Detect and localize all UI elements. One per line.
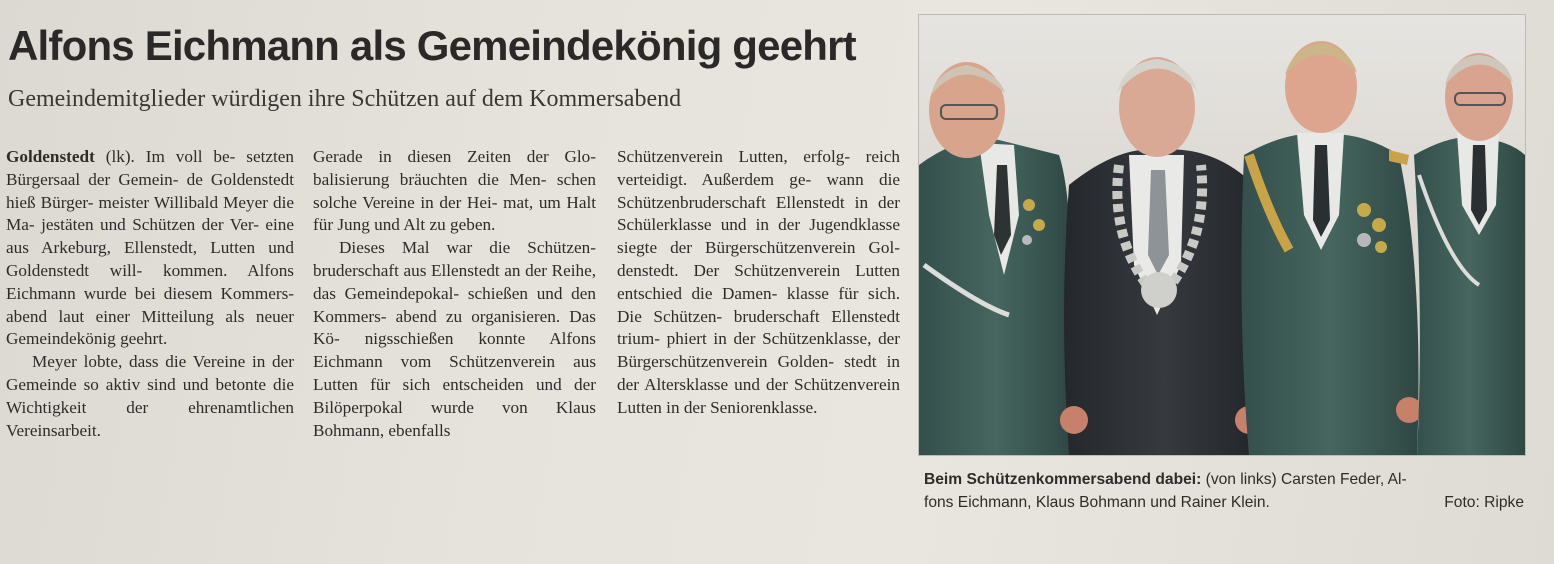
text-line: Bürgerschützenverein Golden- [617,352,834,372]
text-line: Schützenverein Lutten, erfolg- [617,147,851,166]
text-line: ehrenamtlichen Vereinsarbeit. [6,397,294,440]
text-line: Dieses Mal war die Schützen- [339,238,596,258]
group-photo [918,14,1526,456]
article-column-1 [6,146,294,442]
text-line: Eichmann vom Schützenverein [313,352,556,372]
text-line: setzten Bürgersaal der Gemein- [6,147,295,189]
text-line: der Bürgerschützenverein Gol- [670,238,900,258]
paragraph [6,146,294,351]
text-line: Lutten entschied die Damen- [617,260,900,303]
text-line: bruderschaft aus Ellenstedt an [313,260,521,280]
text-line: mat, um Halt für Jung und Alt [313,192,597,235]
text-line: Seniorenklasse. [710,397,818,417]
article-subheadline: Gemeindemitglieder würdigen ihre Schützen auf dem Kommersabend [8,86,682,112]
paragraph [617,146,900,420]
text-line: de Goldenstedt hieß Bürger- [6,169,294,212]
text-line: abend laut einer Mitteilung als [6,306,245,326]
paragraph [313,237,596,442]
text-line: jestäten und Schützen der Ver- [41,215,259,235]
text-line: wurde bei diesem Kommers- [83,283,294,303]
paragraph [6,351,294,442]
article-headline: Alfons Eichmann als Gemeindekönig geehrt [8,22,856,69]
text-line: schen solche Vereine in der Hei- [313,169,596,212]
dateline: Goldenstedt [6,147,95,166]
text-line: der Reihe, das Gemeindepokal- [313,260,596,303]
text-line: (lk). Im voll be- [94,147,236,166]
text-line: phiert in der Schützenklasse, der [666,329,901,349]
text-line: wann die Schützenbruderschaft [617,169,900,212]
text-line: Schützenverein Lutten in der [617,374,900,417]
text-line: schießen und den Kommers- [313,283,596,326]
paragraph [313,146,596,237]
text-line: Lutten und Goldenstedt will- [6,238,294,280]
text-line: denstedt. Der Schützenverein [617,260,841,280]
text-line: und in der Jugendklasse siegte [617,215,900,258]
text-line: stedt in der Altersklasse und der [617,352,901,394]
caption-line-2: fons Eichmann, Klaus Bohmann und Rainer Klein. [924,494,1270,511]
caption-lead: Beim Schützenkommersabend dabei: [924,471,1202,488]
caption-text: (von links) Carsten Feder, Al- [1201,471,1407,488]
photo-caption [924,468,1524,514]
text-line: abend zu organisieren. Das Kö- [313,306,596,349]
text-line: kommen. Alfons Eichmann [6,260,294,303]
text-line: klasse für sich. Die Schützen- [617,283,900,326]
article-column-3 [617,146,900,420]
caption-line-1 [924,468,1524,491]
text-line: reich verteidigt. Außerdem ge- [617,147,900,189]
text-line: aus Lutten für sich entscheiden [313,352,597,394]
photo-credit: Foto: Ripke [1444,494,1524,511]
text-line: Ellenstedt in der Schülerklasse [617,192,900,235]
text-line: zu geben. [429,215,496,235]
text-line: in der Gemeinde so aktiv sind [6,352,294,394]
text-line: neuer Gemeindekönig geehrt. [6,306,295,349]
group-photo-illustration [919,15,1525,455]
text-line: balisierung bräuchten die Men- [313,169,547,189]
text-line: und betonte die Wichtigkeit der [6,374,294,417]
text-line: Klaus Bohmann, ebenfalls [313,397,596,440]
text-line: meister Willibald Meyer die Ma- [6,192,295,235]
text-line: und der Bilöperpokal wurde von [313,374,596,417]
text-line: Meyer lobte, dass die Vereine [32,352,246,372]
text-line: nigsschießen konnte Alfons [364,329,596,349]
text-line: Gerade in diesen Zeiten der Glo- [313,147,596,166]
text-line: bruderschaft Ellenstedt trium- [617,306,900,349]
text-line: eine aus Arkeburg, Ellenstedt, [6,215,295,258]
article-column-2 [313,146,596,442]
